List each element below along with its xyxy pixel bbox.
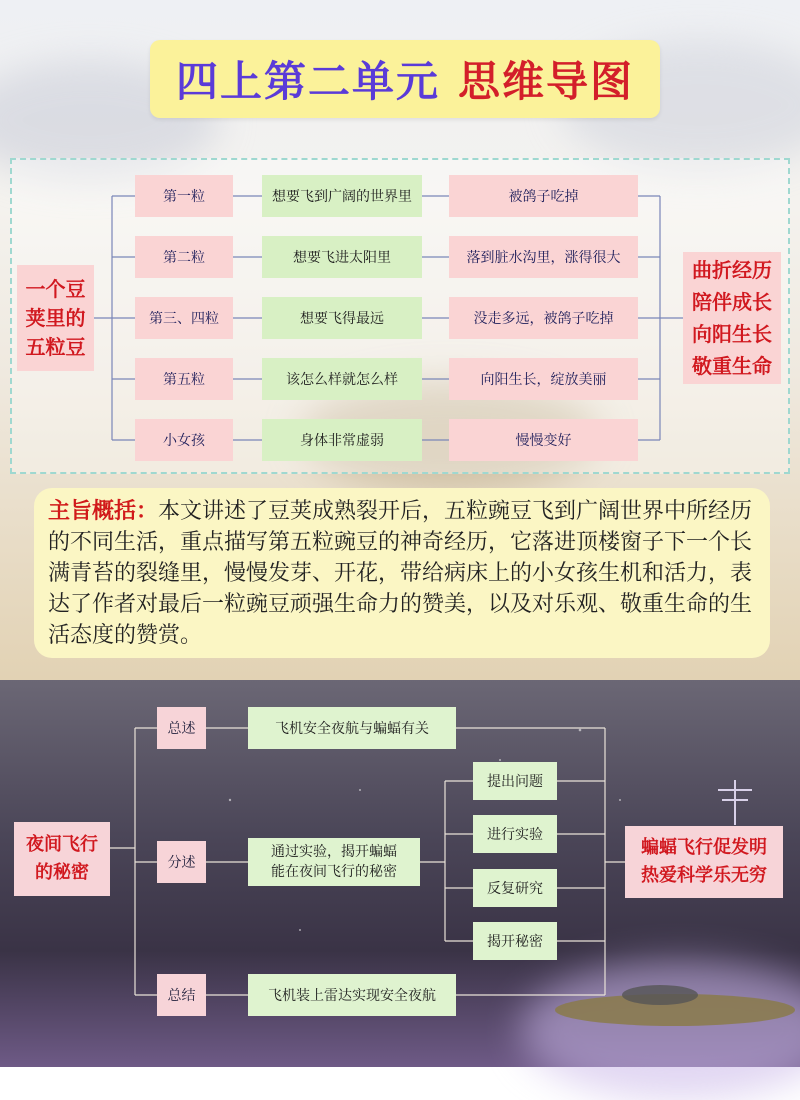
conclusion-label: 总结	[157, 974, 206, 1016]
power-pole-icon	[718, 780, 752, 825]
pea-result: 慢慢变好	[449, 419, 638, 461]
theme-line: 陪伴成长	[692, 290, 772, 314]
pea-result: 被鸽子吃掉	[449, 175, 638, 217]
pea-name: 小女孩	[135, 419, 233, 461]
pea-wish: 身体非常虚弱	[262, 419, 422, 461]
title-unit: 四上第二单元	[175, 57, 440, 106]
pea-name: 第一粒	[135, 175, 233, 217]
theme-line: 向阳生长	[692, 322, 772, 346]
theme-line: 蝙蝠飞行促发明	[641, 837, 767, 858]
pea-result: 落到脏水沟里，涨得很大	[449, 236, 638, 278]
step-item: 揭开秘密	[473, 922, 557, 960]
detail-line: 通过实验，揭开蝙蝠	[271, 844, 397, 860]
pea-name: 第二粒	[135, 236, 233, 278]
detail-line: 能在夜间飞行的秘密	[271, 864, 397, 880]
pea-result: 没走多远，被鸽子吃掉	[449, 297, 638, 339]
overview-label: 总述	[157, 707, 206, 749]
summary-label: 主旨概括：	[48, 498, 159, 524]
center-line: 五粒豆	[25, 334, 86, 359]
pea-wish: 想要飞进太阳里	[262, 236, 422, 278]
theme-line: 热爱科学乐无穷	[641, 865, 767, 886]
mindmap-theme-night-flight	[625, 826, 783, 898]
pea-wish: 该怎么样就怎么样	[262, 358, 422, 400]
theme-line: 曲折经历	[692, 258, 772, 282]
pea-wish: 想要飞得最远	[262, 297, 422, 339]
detail-label: 分述	[157, 841, 206, 883]
theme-line: 敬重生命	[692, 354, 772, 378]
conclusion-text: 飞机装上雷达实现安全夜航	[248, 974, 456, 1016]
detail-text	[248, 838, 420, 886]
pea-wish: 想要飞到广阔的世界里	[262, 175, 422, 217]
title-mindmap: 思维导图	[458, 57, 635, 106]
step-item: 进行实验	[473, 815, 557, 853]
mindmap-center-night-flight	[14, 822, 110, 896]
center-line: 一个豆	[25, 276, 86, 301]
center-line: 夜间飞行	[26, 834, 98, 855]
center-line: 荚里的	[25, 305, 86, 330]
pea-name: 第五粒	[135, 358, 233, 400]
pea-name: 第三、四粒	[135, 297, 233, 339]
summary-text: 本文讲述了豆荚成熟裂开后，五粒豌豆飞到广阔世界中所经历的不同生活，重点描写第五粒豌豆的神奇经历，它落进顶楼窗子下一个长满青苔的裂缝里，慢慢发芽、开花，带给病床上的小女孩生机和活力，表达了作者对最后一粒豌豆顽强生命力的赞美，以及对乐观、敬重生命的生活态度的赞赏。	[48, 499, 753, 648]
airplane-icon	[555, 985, 795, 1026]
overview-text: 飞机安全夜航与蝙蝠有关	[248, 707, 456, 749]
center-line: 的秘密	[35, 862, 89, 883]
pea-result: 向阳生长，绽放美丽	[449, 358, 638, 400]
step-item: 反复研究	[473, 869, 557, 907]
step-item: 提出问题	[473, 762, 557, 800]
